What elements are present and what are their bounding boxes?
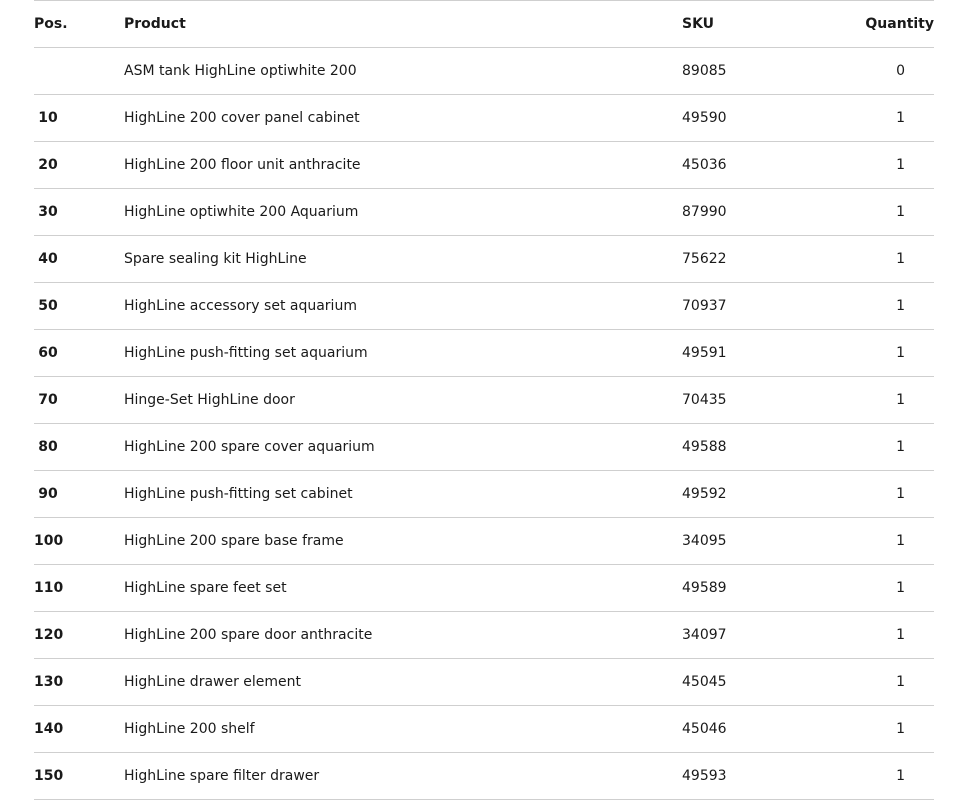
row-position: 40 [34, 236, 124, 283]
row-product-name: HighLine 200 spare cover aquarium [124, 424, 682, 471]
table-row [34, 471, 934, 518]
row-product-name: HighLine drawer element [124, 659, 682, 706]
table-row [34, 612, 934, 659]
row-product-name: HighLine 200 floor unit anthracite [124, 142, 682, 189]
row-product-name: HighLine 200 cover panel cabinet [124, 95, 682, 142]
row-quantity: 1 [832, 565, 934, 612]
row-product-name: HighLine push-fitting set cabinet [124, 471, 682, 518]
row-sku: 89085 [682, 48, 832, 95]
column-header-quantity: Quantity [832, 1, 934, 48]
parts-list-table-wrapper [34, 0, 934, 800]
table-row [34, 706, 934, 753]
row-position: 150 [34, 753, 124, 800]
row-position: 110 [34, 565, 124, 612]
row-quantity: 1 [832, 189, 934, 236]
row-sku: 70937 [682, 283, 832, 330]
column-header-sku: SKU [682, 1, 832, 48]
row-sku: 70435 [682, 377, 832, 424]
row-position: 140 [34, 706, 124, 753]
row-product-name: Spare sealing kit HighLine [124, 236, 682, 283]
row-position: 100 [34, 518, 124, 565]
row-position: 70 [34, 377, 124, 424]
row-sku: 87990 [682, 189, 832, 236]
row-position: 80 [34, 424, 124, 471]
row-position [34, 48, 124, 95]
row-position: 90 [34, 471, 124, 518]
table-row [34, 377, 934, 424]
table-body [34, 48, 934, 800]
row-quantity: 1 [832, 612, 934, 659]
row-quantity: 1 [832, 95, 934, 142]
row-quantity: 1 [832, 236, 934, 283]
table-row [34, 518, 934, 565]
row-product-name: HighLine optiwhite 200 Aquarium [124, 189, 682, 236]
row-position: 60 [34, 330, 124, 377]
row-position: 120 [34, 612, 124, 659]
parts-list-table [34, 0, 934, 800]
table-row [34, 565, 934, 612]
row-sku: 49589 [682, 565, 832, 612]
row-quantity: 1 [832, 659, 934, 706]
table-row [34, 48, 934, 95]
row-product-name: ASM tank HighLine optiwhite 200 [124, 48, 682, 95]
row-quantity: 1 [832, 330, 934, 377]
row-sku: 34095 [682, 518, 832, 565]
row-sku: 34097 [682, 612, 832, 659]
table-header [34, 1, 934, 48]
row-quantity: 1 [832, 424, 934, 471]
table-row [34, 424, 934, 471]
row-quantity: 1 [832, 283, 934, 330]
row-sku: 49591 [682, 330, 832, 377]
row-position: 30 [34, 189, 124, 236]
row-product-name: HighLine push-fitting set aquarium [124, 330, 682, 377]
column-header-pos: Pos. [34, 1, 124, 48]
row-sku: 45046 [682, 706, 832, 753]
row-sku: 49593 [682, 753, 832, 800]
row-quantity: 1 [832, 377, 934, 424]
row-quantity: 1 [832, 471, 934, 518]
table-row [34, 189, 934, 236]
row-product-name: Hinge-Set HighLine door [124, 377, 682, 424]
row-position: 130 [34, 659, 124, 706]
row-position: 20 [34, 142, 124, 189]
row-product-name: HighLine 200 shelf [124, 706, 682, 753]
row-position: 10 [34, 95, 124, 142]
column-header-product: Product [124, 1, 682, 48]
row-sku: 75622 [682, 236, 832, 283]
row-product-name: HighLine spare filter drawer [124, 753, 682, 800]
row-product-name: HighLine 200 spare door anthracite [124, 612, 682, 659]
row-quantity: 1 [832, 753, 934, 800]
table-row [34, 753, 934, 800]
table-row [34, 95, 934, 142]
row-quantity: 0 [832, 48, 934, 95]
table-row [34, 283, 934, 330]
header-row [34, 1, 934, 48]
table-row [34, 236, 934, 283]
row-sku: 45045 [682, 659, 832, 706]
row-sku: 49590 [682, 95, 832, 142]
table-row [34, 330, 934, 377]
row-quantity: 1 [832, 142, 934, 189]
row-product-name: HighLine 200 spare base frame [124, 518, 682, 565]
row-product-name: HighLine spare feet set [124, 565, 682, 612]
row-sku: 45036 [682, 142, 832, 189]
row-product-name: HighLine accessory set aquarium [124, 283, 682, 330]
row-sku: 49592 [682, 471, 832, 518]
table-row [34, 659, 934, 706]
table-row [34, 142, 934, 189]
row-position: 50 [34, 283, 124, 330]
row-quantity: 1 [832, 518, 934, 565]
row-sku: 49588 [682, 424, 832, 471]
row-quantity: 1 [832, 706, 934, 753]
